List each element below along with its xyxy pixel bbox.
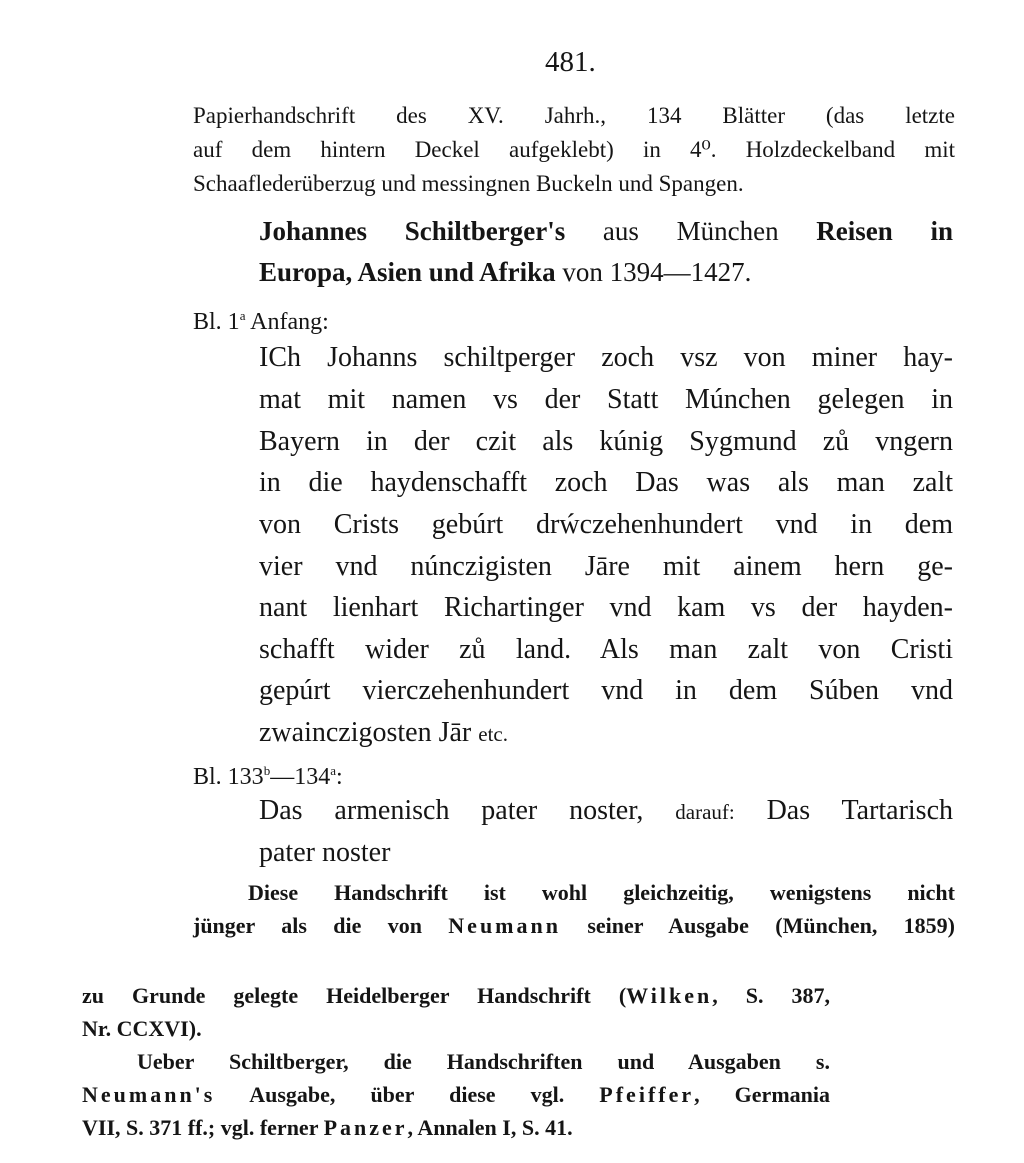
title-work-start: Reisen in <box>816 216 954 246</box>
section1-ref-prefix: Bl. 1 <box>193 309 240 335</box>
title-author: Johannes Schiltberger's <box>259 216 566 246</box>
incipit-line-2: mat mit namen vs der Statt Múnchen gelegen in <box>259 384 953 415</box>
footnote-line-4 <box>82 1084 830 1106</box>
footnote-annalen: , Annalen I, S. 41. <box>407 1115 573 1140</box>
description-line-1: Papierhandschrift des XV. Jahrh., 134 Blätter (das letzte <box>193 103 955 128</box>
section2-line-1 <box>259 797 953 825</box>
footnote-wilken: Wilken <box>626 983 713 1008</box>
footnote-line-2: Nr. CCXVI). <box>82 1016 202 1041</box>
title-work-end: Europa, Asien und Afrika <box>259 257 556 287</box>
footnote-text-a: zu Grunde gelegte Heidelberger Handschrift ( <box>82 983 627 1008</box>
footnote-neumann: Neumann's <box>82 1082 216 1107</box>
footnote-germania: , Germania <box>694 1082 831 1107</box>
section2-line-2: pater noster <box>259 837 391 868</box>
section2-armenian: Das armenisch pater noster, <box>259 795 676 826</box>
footnote-line-1 <box>82 985 830 1007</box>
section2-reference <box>193 764 343 789</box>
section2-ref-mid: —134 <box>270 764 331 790</box>
title-line-2 <box>259 259 953 286</box>
note-text-b: seiner Ausgabe (München, 1859) <box>560 913 955 938</box>
footnote-pfeiffer: Pfeiffer <box>599 1082 695 1107</box>
footnote-text-b: , S. 387, <box>712 983 830 1008</box>
section2-tartar: Das Tartarisch <box>734 795 954 826</box>
section1-ref-suffix: Anfang: <box>245 309 329 335</box>
incipit-last-main: zwainczigosten Jār <box>259 717 479 748</box>
note-text-a: jünger als die von <box>193 913 449 938</box>
section2-ref-prefix: Bl. 133 <box>193 764 264 790</box>
incipit-line-5: von Crists gebúrt drẃczehenhundert vnd in dem <box>259 509 953 540</box>
incipit-line-1: ICh Johanns schiltperger zoch vsz von miner hay- <box>259 342 953 373</box>
incipit-last-etc: etc. <box>478 722 508 746</box>
incipit-line-9: gepúrt vierczehenhundert vnd in dem Súben vnd <box>259 675 953 706</box>
description-line-2: auf dem hintern Deckel aufgeklebt) in 4⁰. Holzdeckelband mit <box>193 137 955 162</box>
section1-reference <box>193 309 329 334</box>
incipit-line-3: Bayern in der czit als kúnig Sygmund zů vngern <box>259 426 953 457</box>
note-line-1: Diese Handschrift ist wohl gleichzeitig, wenigstens nicht <box>248 880 955 905</box>
incipit-line-10 <box>259 719 953 747</box>
title-origin: aus München <box>565 216 817 246</box>
section2-darauf: darauf: <box>675 800 735 824</box>
section2-ref-suffix: : <box>335 764 343 790</box>
title-line-1 <box>259 218 953 245</box>
section2-ref-sup-1: b <box>263 763 271 778</box>
title-years: von 1394—1427. <box>555 257 752 287</box>
note-line-2 <box>193 915 955 937</box>
page-number: 481. <box>545 46 596 78</box>
description-line-3: Schaaflederüberzug und messingnen Buckeln und Spangen. <box>193 171 744 196</box>
incipit-line-4: in die haydenschafft zoch Das was als man zalt <box>259 467 953 498</box>
footnote-line-3: Ueber Schiltberger, die Handschriften und Ausgaben s. <box>137 1049 830 1074</box>
footnote-text-c: VII, S. 371 ff.; vgl. ferner <box>82 1115 324 1140</box>
note-author-neumann: Neumann <box>448 913 561 938</box>
footnote-panzer: Panzer <box>323 1115 408 1140</box>
section1-ref-sup: a <box>239 308 246 323</box>
incipit-line-8: schafft wider zů land. Als man zalt von Cristi <box>259 634 953 665</box>
incipit-line-6: vier vnd núnczigisten Jāre mit ainem hern ge- <box>259 551 953 582</box>
section2-ref-sup-2: a <box>330 763 336 778</box>
incipit-line-7: nant lienhart Richartinger vnd kam vs der hayden- <box>259 592 953 623</box>
footnote-text-mid: Ausgabe, über diese vgl. <box>215 1082 600 1107</box>
footnote-line-5 <box>82 1117 830 1139</box>
